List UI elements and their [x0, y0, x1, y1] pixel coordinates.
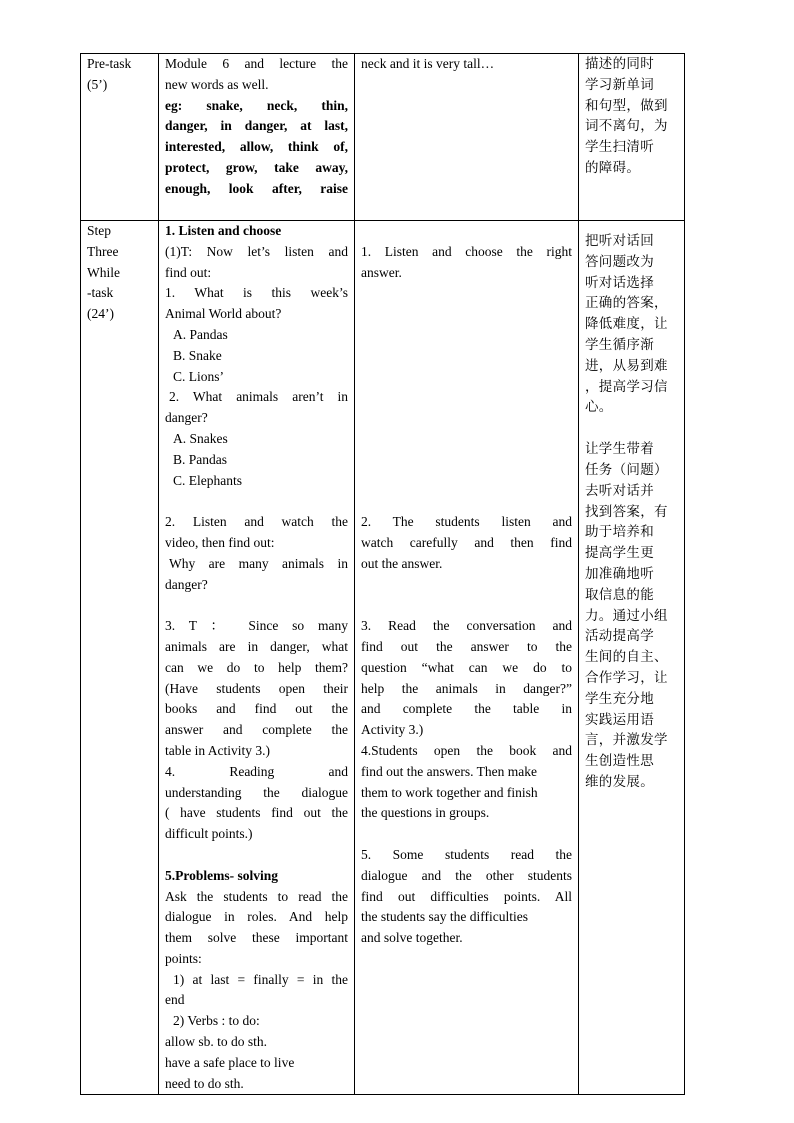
stage-cell	[81, 54, 159, 221]
text-line: 让学生带着	[585, 441, 654, 458]
text-line: (1)T: Now let’s listen and	[165, 243, 348, 259]
text-line: find out:	[165, 264, 212, 280]
stage-line: (24’)	[87, 306, 114, 322]
vocab-line: protect, grow, take away,	[165, 159, 348, 175]
option-line: A. Pandas	[173, 326, 228, 342]
text-line: end	[165, 992, 185, 1008]
text-line: 1) at last = finally = in the	[173, 971, 348, 987]
text-line: 进，从易到难	[585, 357, 668, 374]
option-line: B. Snake	[173, 347, 222, 363]
text-line: 的障碍。	[585, 159, 641, 176]
text-line: help the animals in danger?”	[361, 680, 572, 696]
text-line: books and find out the	[165, 701, 348, 717]
text-line: answer.	[361, 264, 402, 280]
text-line: 4. Reading and	[165, 763, 348, 779]
vocab-line: eg: snake, neck, thin,	[165, 97, 348, 113]
text-line: dialogue in roles. And help	[165, 909, 348, 925]
text-line: 正确的答案，	[585, 295, 668, 312]
text-line: 提高学生更	[585, 545, 654, 562]
text-line: Animal World about?	[165, 306, 282, 322]
text-line: new words as well.	[165, 76, 269, 92]
text-line: 学生扫清听	[585, 139, 654, 156]
teacher-activity-cell	[159, 54, 355, 221]
text-line: 取信息的能	[585, 586, 654, 603]
text-line: find out the answers. Then make	[361, 763, 537, 779]
text-line: 助于培养和	[585, 524, 654, 541]
student-activity-cell	[355, 221, 579, 1095]
text-line: watch carefully and then find	[361, 534, 572, 550]
text-line: understanding the dialogue	[165, 784, 348, 800]
text-line: 和句型，做到	[585, 97, 668, 114]
option-line: B. Pandas	[173, 451, 227, 467]
text-line: 3. Read the conversation and	[361, 618, 572, 634]
stage-cell	[81, 221, 159, 1095]
purpose-cell	[579, 54, 685, 221]
text-line: video, then find out:	[165, 534, 275, 550]
stage-line: -task	[87, 285, 114, 301]
section-title: 5.Problems- solving	[165, 867, 279, 883]
option-line: A. Snakes	[173, 430, 228, 446]
text-line: 活动提高学	[585, 628, 654, 645]
text-line: 把听对话回	[585, 233, 654, 249]
text-line: need to do sth.	[165, 1075, 244, 1091]
text-line: 学生循序渐	[585, 336, 654, 353]
text-line: find out difficulties points. All	[361, 888, 572, 904]
text-line: 维的发展。	[585, 773, 654, 790]
stage-line: Step	[87, 223, 112, 238]
text-line: danger?	[165, 576, 208, 592]
text-line: have a safe place to live	[165, 1054, 295, 1070]
text-line: 去听对话并	[585, 482, 654, 499]
text-line: animals are in danger, what	[165, 638, 348, 654]
text-line: find out the answer to the	[361, 638, 572, 654]
text-line: answer and complete the	[165, 722, 348, 738]
text-line: 答问题改为	[585, 253, 654, 270]
text-line: 加准确地听	[585, 565, 654, 582]
text-line: can we do to help them?	[165, 659, 348, 675]
text-line: 5. Some students read the	[361, 846, 572, 862]
text-line: 找到答案，有	[585, 503, 668, 520]
section-title: 1. Listen and choose	[165, 223, 282, 238]
student-activity-cell	[355, 54, 579, 221]
text-line: out the answer.	[361, 555, 443, 571]
text-line: 2. Listen and watch the	[165, 514, 348, 530]
stage-line: Three	[87, 243, 119, 259]
vocab-line: enough, look after, raise	[165, 180, 348, 196]
text-line: the questions in groups.	[361, 805, 490, 821]
stage-line: Pre-task	[87, 56, 132, 71]
text-line: them to work together and finish	[361, 784, 538, 800]
text-line: them solve these important	[165, 930, 348, 946]
text-line: dialogue and the other students	[361, 867, 572, 883]
text-line: 力。通过小组	[585, 607, 668, 624]
teacher-activity-cell	[159, 221, 355, 1095]
text-line: 生创造性思	[585, 753, 654, 770]
text-line: question “what can we do to	[361, 659, 572, 675]
text-line: Why are many animals in	[169, 555, 348, 571]
vocab-line: danger, in danger, at last,	[165, 118, 348, 134]
text-line: and complete the table in	[361, 701, 572, 717]
purpose-cell	[579, 221, 685, 1095]
lesson-plan-table	[80, 53, 685, 1095]
text-line: 1. Listen and choose the right	[361, 243, 572, 259]
table-row-while-task	[81, 221, 685, 1095]
text-line: points:	[165, 950, 202, 966]
table-row-pre-task	[81, 54, 685, 221]
stage-line: While	[87, 264, 120, 280]
text-line: 3. T ： Since so many	[165, 618, 348, 634]
text-line: 实践运用语	[585, 711, 654, 728]
text-line: 4.Students open the book and	[361, 742, 572, 758]
option-line: C. Elephants	[173, 472, 242, 488]
text-line: 2) Verbs : to do:	[173, 1013, 260, 1029]
text-line: and solve together.	[361, 930, 463, 946]
text-line: 学习新单词	[585, 76, 654, 93]
text-line: 生间的自主、	[585, 649, 668, 666]
text-line: neck and it is very tall…	[361, 56, 495, 71]
text-line: ( have students find out the	[165, 805, 348, 821]
text-line: ，提高学习信	[585, 378, 668, 395]
text-line: 听对话选择	[585, 274, 654, 291]
text-line: danger?	[165, 410, 208, 426]
text-line: 降低难度，让	[585, 316, 668, 333]
text-line: Activity 3.)	[361, 722, 424, 738]
text-line: (Have students open their	[165, 680, 348, 696]
text-line: 任务（问题）	[585, 461, 668, 478]
text-line: 合作学习，让	[585, 669, 668, 686]
text-line: the students say the difficulties	[361, 909, 528, 925]
option-line: C. Lions’	[173, 368, 225, 384]
text-line: Module 6 and lecture the	[165, 56, 348, 71]
text-line: Ask the students to read the	[165, 888, 348, 904]
vocab-line: interested, allow, think of,	[165, 139, 348, 155]
text-line: 2. What animals aren’t in	[169, 389, 348, 405]
text-line: 心。	[585, 399, 613, 416]
text-line: 学生充分地	[585, 690, 654, 707]
text-line: difficult points.)	[165, 826, 253, 842]
stage-line: (5’)	[87, 76, 108, 92]
text-line: 2. The students listen and	[361, 514, 572, 530]
text-line: 1. What is this week’s	[165, 285, 348, 301]
text-line: 描述的同时	[585, 56, 654, 72]
text-line: 词不离句，为	[585, 118, 668, 135]
text-line: 言，并激发学	[585, 732, 668, 749]
text-line: allow sb. to do sth.	[165, 1034, 268, 1050]
text-line: table in Activity 3.)	[165, 742, 270, 758]
